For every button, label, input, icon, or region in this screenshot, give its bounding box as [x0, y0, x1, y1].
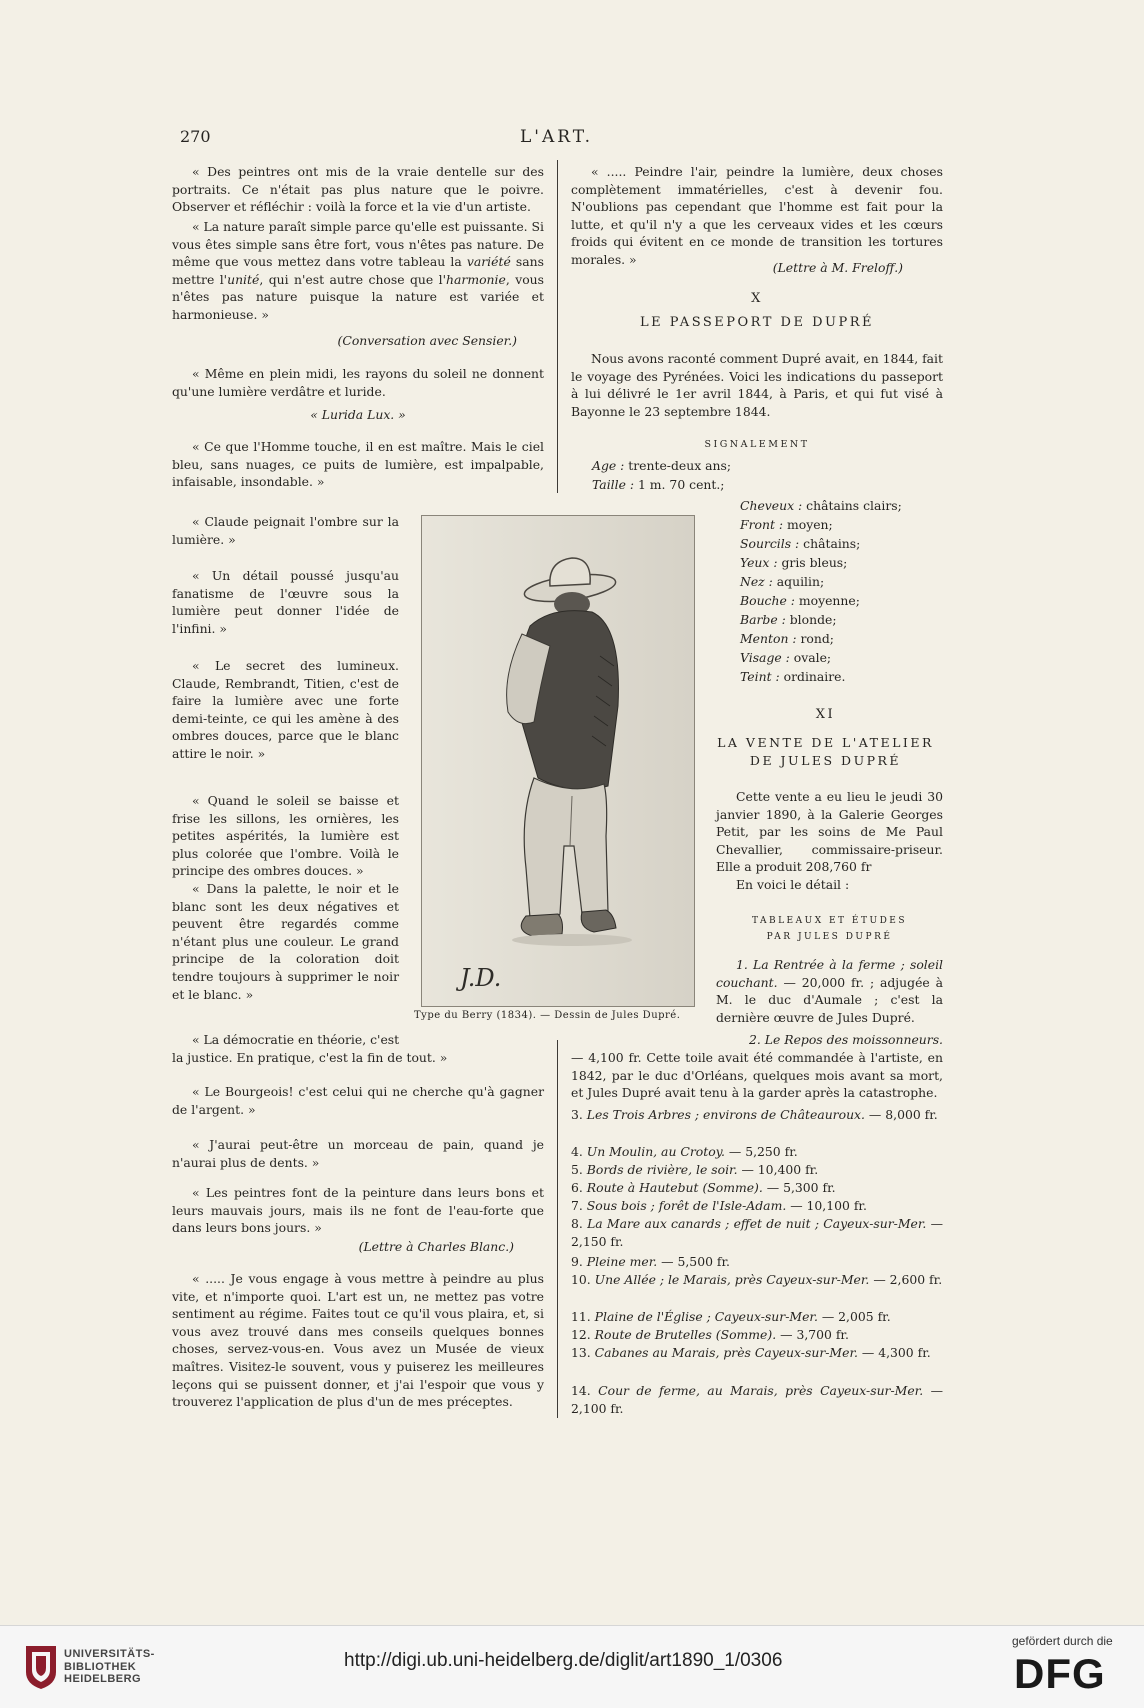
column-divider-top: [557, 160, 558, 493]
left-paragraph-7: « Le secret des lumineux. Claude, Rembrandt, Titien, c'est de faire la lumière avec une forte demi-teinte, ce qui les amène à des ombres douces, parce que le blanc attire le noir. »: [172, 658, 399, 761]
sig-bouche: Bouche : moyenne;: [740, 593, 860, 608]
drawing-figure: [421, 515, 695, 1007]
sale-item-1: 1. La Rentrée à la ferme ; soleil couchant. — 20,000 fr. ; adjugée à M. le duc d'Aumale ; c'est la dernière œuvre de Jules Dupré.: [716, 957, 943, 1025]
attribution-freloff: (Lettre à M. Freloff.): [772, 260, 903, 275]
sale-item-10: 10. Une Allée ; le Marais, près Cayeux-sur-Mer. — 2,600 fr.: [571, 1272, 943, 1287]
sale-item-11: 11. Plaine de l'Église ; Cayeux-sur-Mer. — 2,005 fr.: [571, 1309, 891, 1324]
artist-signature: J.D.: [460, 964, 502, 992]
left-paragraph-1: « Des peintres ont mis de la vraie dentelle sur des portraits. Ce n'était pas plus nature que le poivre. Observer et réfléchir : voilà la force et la vie d'un artiste.: [172, 164, 544, 215]
left-paragraph-4: « Ce que l'Homme touche, il en est maître. Mais le ciel bleu, sans nuages, ce puits de lumière, est impalpable, infaisable, insondable. »: [172, 439, 544, 490]
left-paragraph-10a: « La démocratie en théorie, c'est: [192, 1032, 400, 1047]
dfg-logo: DFG: [1014, 1650, 1106, 1697]
sig-nez: Nez : aquilin;: [740, 574, 825, 589]
sig-yeux: Yeux : gris bleus;: [740, 555, 848, 570]
sig-front: Front : moyen;: [740, 517, 833, 532]
left-paragraph-10b: la justice. En pratique, c'est la fin de tout. »: [172, 1050, 448, 1065]
sig-barbe: Barbe : blonde;: [740, 612, 837, 627]
section-11-number: XI: [815, 707, 836, 722]
left-paragraph-11: « Le Bourgeois! c'est celui qui ne cherche qu'à gagner de l'argent. »: [172, 1084, 544, 1117]
sale-item-14: 14. Cour de ferme, au Marais, près Cayeux-sur-Mer. — 2,100 fr.: [571, 1383, 943, 1416]
sig-teint: Teint : ordinaire.: [740, 669, 846, 684]
sig-visage: Visage : ovale;: [740, 650, 832, 665]
sale-item-12: 12. Route de Brutelles (Somme). — 3,700 fr.: [571, 1327, 849, 1342]
left-paragraph-14: « ..... Je vous engage à vous mettre à peindre au plus vite, et n'importe quoi. L'art est un, ne mettez pas votre sentiment au régime. Faites tout ce qu'il vous plaira, et, si vous avez trouvé dans mes conseils quelques bonnes choses, servez-vous-en. Vous avez un Musée de vieux maîtres. Visitez-le souvent, vous y puiserez les meilleures leçons qui se puissent donner, et j'ai l'espoir que vous y trouverez l'application de plus d'un de mes préceptes.: [172, 1271, 544, 1410]
section-11-title-1: LA VENTE DE L'ATELIER: [717, 735, 934, 750]
tableaux-title-1: TABLEAUX ET ÉTUDES: [751, 916, 908, 926]
sale-item-4: 4. Un Moulin, au Crotoy. — 5,250 fr.: [571, 1144, 798, 1159]
sig-cheveux: Cheveux : châtains clairs;: [740, 498, 902, 513]
sale-item-13: 13. Cabanes au Marais, près Cayeux-sur-Mer. — 4,300 fr.: [571, 1345, 931, 1360]
sig-sourcils: Sourcils : châtains;: [740, 536, 861, 551]
lurida-lux: « Lurida Lux. »: [310, 407, 406, 422]
left-paragraph-8: « Quand le soleil se baisse et frise les sillons, les ornières, les petites aspérités, la lumière est plus colorée que l'ombre. Voilà le principe des ombres douces. »: [172, 793, 399, 879]
sale-item-7: 7. Sous bois ; forêt de l'Isle-Adam. — 10,100 fr.: [571, 1198, 867, 1213]
sig-menton: Menton : rond;: [740, 631, 834, 646]
attribution-sensier: (Conversation avec Sensier.): [337, 333, 517, 348]
left-paragraph-2: « La nature paraît simple parce qu'elle est puissante. Si vous êtes simple sans être fort, vous n'êtes pas nature. De même que vous mettez dans votre tableau la variété sans mettre l'unité, qui n'est autre chose que l'harmonie, vous n'êtes pas nature puisque la nature est variée et harmonieuse. »: [172, 219, 545, 322]
sale-item-2-title: 2. Le Repos des moissonneurs.: [748, 1032, 943, 1047]
signalement-title: SIGNALEMENT: [704, 439, 810, 450]
left-paragraph-9: « Dans la palette, le noir et le blanc sont les deux négatives et peuvent être regardés comme n'étant plus une couleur. Le grand principe de la coloration doit tendre toujours à supprimer le noir et le blanc. »: [172, 881, 399, 1002]
column-divider-bottom: [557, 1040, 558, 1418]
left-paragraph-5: « Claude peignait l'ombre sur la lumière. »: [172, 514, 399, 547]
sale-item-9: 9. Pleine mer. — 5,500 fr.: [571, 1254, 730, 1269]
left-paragraph-6: « Un détail poussé jusqu'au fanatisme de l'œuvre sous la lumière peut donner l'idée de l'infini. »: [172, 568, 399, 636]
left-paragraph-12: « J'aurai peut-être un morceau de pain, quand je n'aurai plus de dents. »: [172, 1137, 544, 1170]
attribution-charles-blanc: (Lettre à Charles Blanc.): [358, 1239, 514, 1254]
section-10-number: X: [751, 291, 763, 306]
sale-item-8: 8. La Mare aux canards ; effet de nuit ; Cayeux-sur-Mer. — 2,150 fr.: [571, 1216, 943, 1249]
page-number: 270: [180, 127, 211, 146]
peasant-boy-sketch: [422, 516, 694, 1006]
tableaux-title-2: PAR JULES DUPRÉ: [766, 932, 893, 942]
section-11-title-2: DE JULES DUPRÉ: [749, 753, 902, 768]
left-paragraph-13: « Les peintres font de la peinture dans leurs bons et leurs mauvais jours, mais ils ne font de l'eau-forte que dans leurs bons jours. »: [172, 1185, 544, 1236]
journal-title: L'ART.: [520, 127, 593, 147]
right-paragraph-3: Cette vente a eu lieu le jeudi 30 janvier 1890, à la Galerie Georges Petit, par les soins de Me Paul Chevallier, commissaire-priseur. Elle a produit 208,760 fr: [716, 789, 943, 875]
right-paragraph-2: Nous avons raconté comment Dupré avait, en 1844, fait le voyage des Pyrénées. Voici les indications du passeport à lui délivré le 1er avril 1844, à Paris, et qui fut visé à Bayonne le 23 septembre 1844.: [571, 351, 943, 419]
university-seal-icon: [22, 1644, 60, 1690]
permalink-url[interactable]: http://digi.ub.uni-heidelberg.de/diglit/art1890_1/0306: [344, 1650, 783, 1671]
sig-taille: Taille : 1 m. 70 cent.;: [592, 477, 725, 492]
section-10-title: LE PASSEPORT DE DUPRÉ: [640, 315, 874, 330]
sig-age: Age : trente-deux ans;: [592, 458, 732, 473]
sale-item-2-rest: — 4,100 fr. Cette toile avait été commandée à l'artiste, en 1842, par le duc d'Orléans, quelques mois avant sa mort, et Jules Dupré avait tenu à la garder après la catastrophe.: [571, 1050, 943, 1101]
sale-item-3: 3. Les Trois Arbres ; environs de Châteauroux. — 8,000 fr.: [571, 1107, 938, 1122]
left-paragraph-3: « Même en plein midi, les rayons du soleil ne donnent qu'une lumière verdâtre et luride.: [172, 366, 544, 399]
right-paragraph-3b: En voici le détail :: [736, 877, 850, 892]
figure-caption: Type du Berry (1834). — Dessin de Jules Dupré.: [414, 1010, 681, 1021]
library-name: UNIVERSITÄTS- BIBLIOTHEK HEIDELBERG: [64, 1648, 155, 1685]
right-paragraph-1: « ..... Peindre l'air, peindre la lumière, deux choses complètement immatérielles, c'est à devenir fou. N'oublions pas cependant que l'homme est fait pour la lutte, et qu'il n'y a que les cerveaux vides et les cœurs froids qui évitent en ce monde de transition les tortures morales. »: [571, 164, 943, 267]
sale-item-5: 5. Bords de rivière, le soir. — 10,400 fr.: [571, 1162, 819, 1177]
funded-by-text: gefördert durch die: [1012, 1634, 1113, 1648]
sale-item-6: 6. Route à Hautebut (Somme). — 5,300 fr.: [571, 1180, 836, 1195]
